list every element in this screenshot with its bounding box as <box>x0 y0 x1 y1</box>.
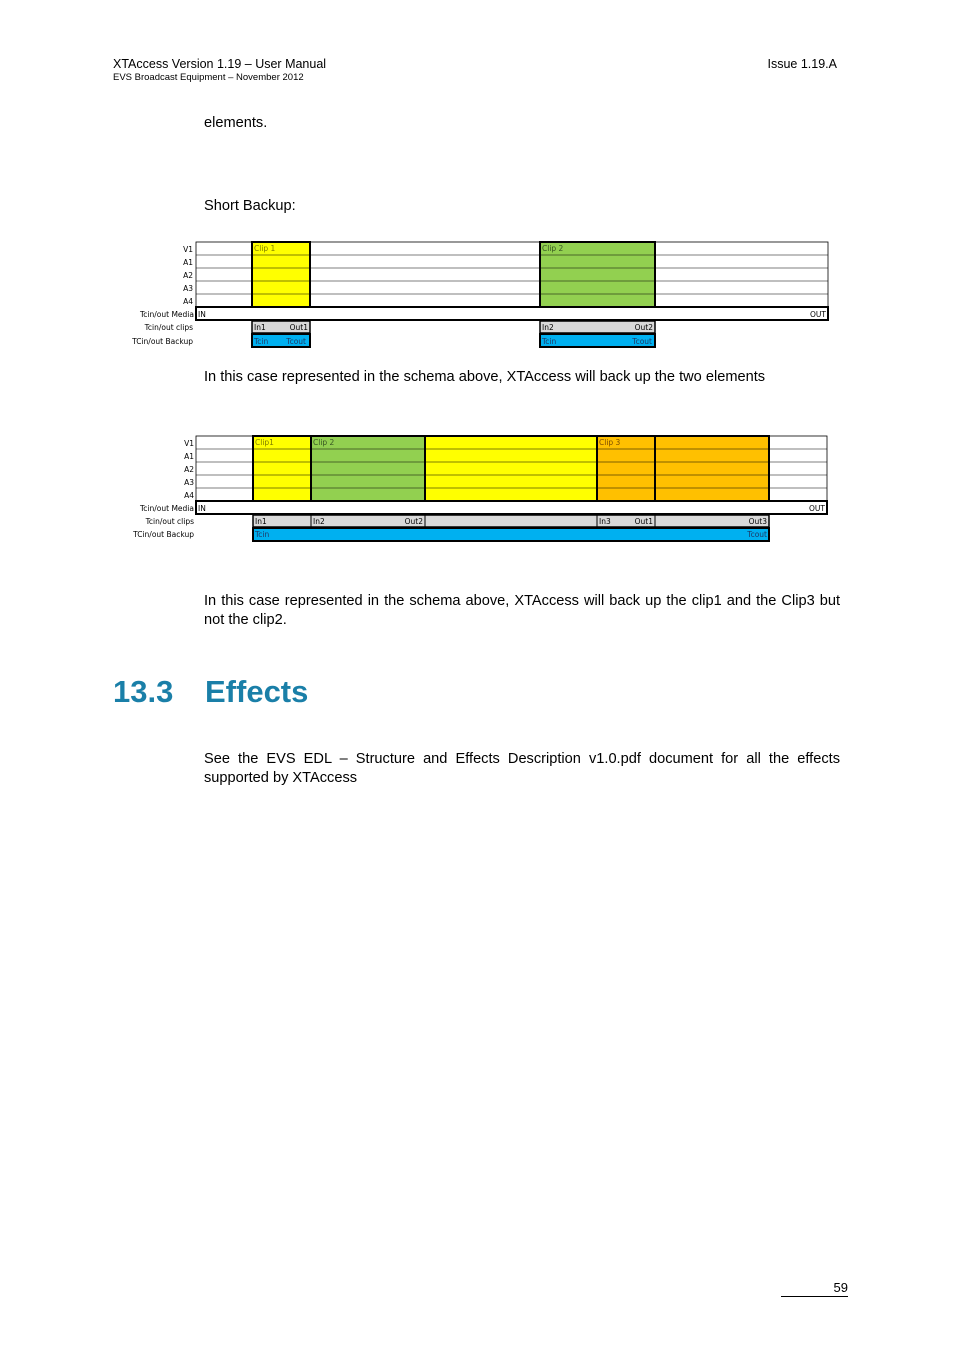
clip-1-in: In1 <box>254 323 266 332</box>
marker-out3: Out3 <box>748 517 767 526</box>
row-label-clips: Tcin/out clips <box>144 323 193 332</box>
row-label-v1: V1 <box>183 245 193 254</box>
row-label-a4: A4 <box>183 297 193 306</box>
row-label-a3: A3 <box>184 478 194 487</box>
clip-2-tcout: Tcout <box>632 337 652 346</box>
clip-2-label: Clip 2 <box>313 438 335 447</box>
row-label-a2: A2 <box>184 465 194 474</box>
media-out-label: OUT <box>809 504 825 513</box>
paragraph-elements: elements. <box>204 115 268 131</box>
row-label-backup: TCin/out Backup <box>133 530 194 539</box>
media-row <box>196 501 827 514</box>
row-label-a3: A3 <box>183 284 193 293</box>
row-label-v1: V1 <box>184 439 194 448</box>
clip-2-tcin: Tcin <box>542 337 557 346</box>
paragraph-clip1-clip3: In this case represented in the schema above, XTAccess will back up the clip1 and the Clip3 but not the clip2. <box>204 593 840 628</box>
marker-in2: In2 <box>313 517 325 526</box>
section-title: Effects <box>205 674 309 709</box>
short-backup-diagram <box>0 236 954 354</box>
row-label-clips: Tcin/out clips <box>145 517 194 526</box>
document-subtitle: EVS Broadcast Equipment – November 2012 <box>113 72 304 83</box>
clip-2-in: In2 <box>542 323 554 332</box>
section-number: 13.3 <box>113 674 174 709</box>
row-label-media: Tcin/out Media <box>140 504 194 513</box>
row-label-a2: A2 <box>183 271 193 280</box>
marker-in1: In1 <box>255 517 267 526</box>
backup-tcin: Tcin <box>255 530 270 539</box>
row-label-a1: A1 <box>184 452 194 461</box>
marker-in3: In3 <box>599 517 611 526</box>
row-label-a4: A4 <box>184 491 194 500</box>
clip-3-extension-block <box>655 436 769 501</box>
backup-tcout: Tcout <box>747 530 767 539</box>
row-label-backup: TCin/out Backup <box>132 337 193 346</box>
clip-1-tcout: Tcout <box>286 337 306 346</box>
media-in-label: IN <box>198 310 206 319</box>
clip-1-out: Out1 <box>289 323 308 332</box>
row-label-media: Tcin/out Media <box>140 310 194 319</box>
paragraph-two-elements: In this case represented in the schema above, XTAccess will back up the two elements <box>204 369 766 385</box>
clip-1-extension-block <box>425 436 597 501</box>
issue-label: Issue 1.19.A <box>767 57 837 71</box>
row-label-a1: A1 <box>183 258 193 267</box>
paragraph-short-backup: Short Backup: <box>204 198 296 214</box>
clip-1-tcin: Tcin <box>254 337 269 346</box>
page-number: 59 <box>781 1280 848 1297</box>
media-in-label: IN <box>198 504 206 513</box>
clip-2-label: Clip 2 <box>542 244 564 253</box>
backup-row <box>253 528 769 541</box>
marker-out2: Out2 <box>404 517 423 526</box>
media-row <box>196 307 828 320</box>
media-out-label: OUT <box>810 310 826 319</box>
clip-1-label: Clip 1 <box>254 244 276 253</box>
document-title: XTAccess Version 1.19 – User Manual <box>113 57 327 71</box>
clip-3-label: Clip 3 <box>599 438 621 447</box>
marker-out1: Out1 <box>634 517 653 526</box>
clip-2-out: Out2 <box>634 323 653 332</box>
paragraph-effects: See the EVS EDL – Structure and Effects Description v1.0.pdf document for all the effects supported by XTAccess <box>204 751 840 786</box>
overlap-backup-diagram <box>0 430 954 546</box>
clip-1-label: Clip1 <box>255 438 274 447</box>
section-heading <box>113 674 308 710</box>
page-header <box>113 57 326 84</box>
clip-markers-row <box>253 515 769 527</box>
